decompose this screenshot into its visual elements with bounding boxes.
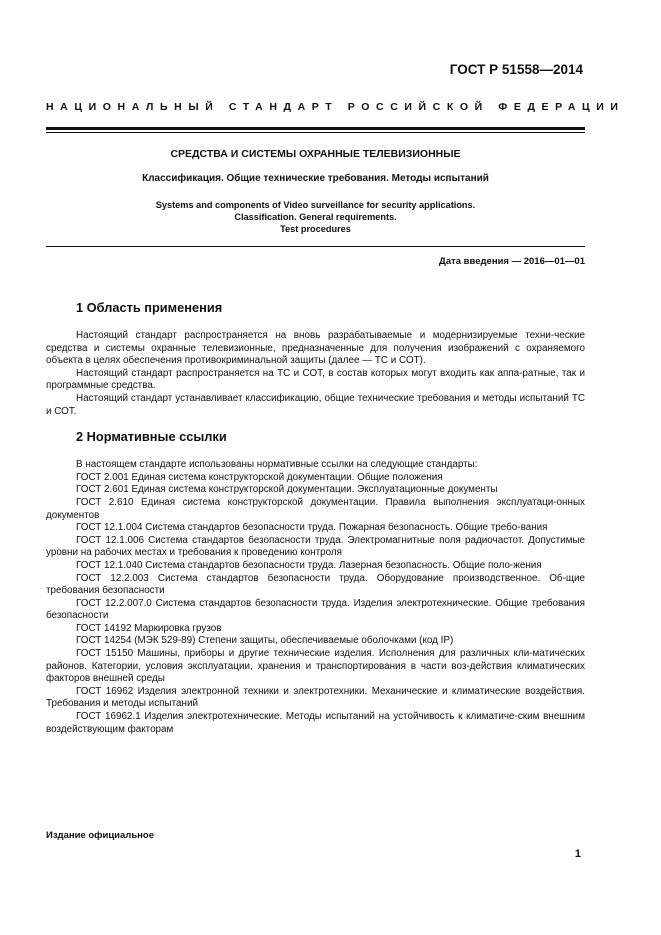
standard-banner: НАЦИОНАЛЬНЫЙ СТАНДАРТ РОССИЙСКОЙ ФЕДЕРАЦИИ <box>46 101 625 113</box>
russian-title: СРЕДСТВА И СИСТЕМЫ ОХРАННЫЕ ТЕЛЕВИЗИОННЫЕ <box>170 148 461 160</box>
introduction-date: Дата введения — 2016—01—01 <box>439 256 585 267</box>
reference-item: ГОСТ 16962 Изделия электронной техники и электротехники. Механические и климатические воздействия. Требования и методы испытаний <box>46 685 585 710</box>
paragraph: Настоящий стандарт распространяется на ТС и СОТ, в состав которых могут входить как аппа-ратные, так и программные средства. <box>46 367 585 392</box>
reference-item: ГОСТ 12.1.040 Система стандартов безопасности труда. Лазерная безопасность. Общие поло-жения <box>76 559 542 571</box>
reference-item: ГОСТ 14254 (МЭК 529-89) Степени защиты, обеспечиваемые оболочками (код IP) <box>76 635 454 647</box>
english-title-line: Test procedures <box>280 224 351 234</box>
paragraph: Настоящий стандарт устанавливает классификацию, общие технические требования и методы испытаний ТС и СОТ. <box>46 392 585 417</box>
reference-item: ГОСТ 15150 Машины, приборы и другие технические изделия. Исполнения для различных кли-матических районов. Категории, условия эксплуатации, хранения и транспортирования в части воз-действия климатических факторов внешней среды <box>46 648 585 685</box>
page-number: 1 <box>574 848 581 860</box>
document-body <box>46 300 585 736</box>
title-rule <box>46 246 585 247</box>
paragraph: Настоящий стандарт распространяется на вновь разрабатываемые и модернизируемые техни-ческие средства и системы охранные телевизионные, предназначенные для получения изображений с охраняемого объекта в целях обеспечения противокриминальной защиты (далее — ТС и СОТ). <box>46 330 585 367</box>
reference-item: ГОСТ 12.1.004 Система стандартов безопасности труда. Пожарная безопасность. Общие требо-вания <box>76 522 548 534</box>
reference-item: ГОСТ 16962.1 Изделия электротехнические. Методы испытаний на устойчивость к климатиче-ским внешним воздействующим факторам <box>46 711 585 735</box>
reference-item: ГОСТ 2.610 Единая система конструкторской документации. Правила выполнения эксплуатаци-онных документов <box>46 496 585 521</box>
header-rule-thick <box>46 127 585 130</box>
reference-item: ГОСТ 2.601 Единая система конструкторской документации. Эксплуатационные документы <box>76 484 498 496</box>
reference-item: ГОСТ 12.1.006 Система стандартов безопасности труда. Электромагнитные поля радиочастот. Допустимые уровни на рабочих местах и требования к проведению контроля <box>46 534 585 559</box>
english-title <box>46 199 585 235</box>
official-edition-label: Издание официальное <box>46 830 154 841</box>
header-rule-thin <box>46 132 585 133</box>
reference-item: ГОСТ 12.2.007.0 Система стандартов безопасности труда. Изделия электротехнические. Общие требования безопасности <box>46 597 585 622</box>
standard-number: ГОСТ Р 51558—2014 <box>449 62 583 77</box>
reference-item: ГОСТ 14192 Маркировка грузов <box>76 622 222 634</box>
reference-item: ГОСТ 2.001 Единая система конструкторской документации. Общие положения <box>76 471 443 483</box>
reference-item: ГОСТ 12.2.003 Система стандартов безопасности труда. Оборудование производственное. Об-щие требования безопасности <box>46 572 585 597</box>
english-title-line: Systems and components of Video surveillance for security applications. <box>155 200 476 210</box>
english-title-line: Classification. General requirements. <box>234 212 397 222</box>
section-heading-references: 2 Нормативные ссылки <box>76 429 227 445</box>
section-heading-scope: 1 Область применения <box>76 300 223 315</box>
paragraph: В настоящем стандарте использованы нормативные ссылки на следующие стандарты: <box>76 459 478 471</box>
russian-subtitle: Классификация. Общие технические требования. Методы испытаний <box>142 173 489 184</box>
